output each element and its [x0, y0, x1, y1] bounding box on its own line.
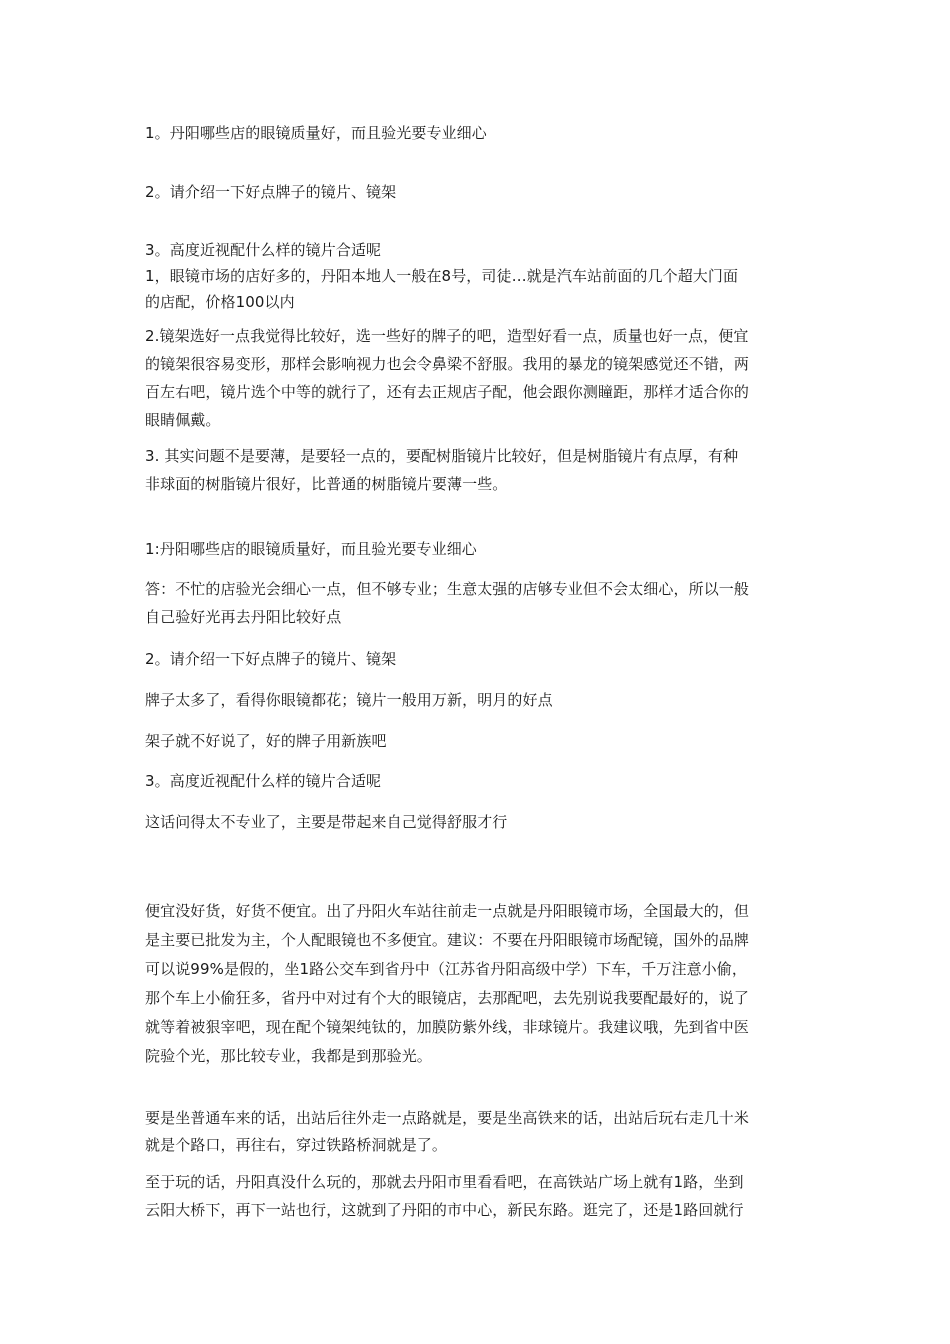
reply-question-3-line: 3。高度近视配什么样的镜片合适呢 [145, 772, 382, 790]
sightseeing-paragraph-line: 至于玩的话，丹阳真没什么玩的，那就去丹阳市里看看吧，在高铁站广场上就有1路，坐到 [145, 1173, 744, 1191]
sightseeing-paragraph-line: 云阳大桥下，再下一站也行，这就到了丹阳的市中心，新民东路。逛完了，还是1路回就行 [145, 1201, 744, 1219]
question-1-line: 1。丹阳哪些店的眼镜质量好，而且验光要专业细心 [145, 124, 487, 142]
answer-2-line: 2.镜架选好一点我觉得比较好，选一些好的牌子的吧，造型好看一点，质量也好一点，便宜 [145, 327, 749, 345]
reply-answer-1-line: 答：不忙的店验光会细心一点，但不够专业；生意太强的店够专业但不会太细心，所以一般 [145, 580, 750, 598]
answer-2-line: 的镜架很容易变形，那样会影响视力也会令鼻梁不舒服。我用的暴龙的镜架感觉还不错，两 [145, 355, 750, 373]
reply-answer-1-line: 自己验好光再去丹阳比较好点 [145, 608, 342, 626]
answer-1-line: 的店配，价格100以内 [145, 293, 295, 311]
advice-paragraph-line: 就等着被狠宰吧，现在配个镜架纯钛的，加膜防紫外线，非球镜片。我建议哦，先到省中医 [145, 1018, 750, 1036]
question-3-line: 3。高度近视配什么样的镜片合适呢 [145, 241, 382, 259]
answer-3-line: 3. 其实问题不是要薄，是要轻一点的，要配树脂镜片比较好，但是树脂镜片有点厚，有种 [145, 447, 739, 465]
reply-question-1-line: 1:丹阳哪些店的眼镜质量好，而且验光要专业细心 [145, 540, 477, 558]
advice-paragraph-line: 院验个光，那比较专业，我都是到那验光。 [145, 1047, 432, 1065]
advice-paragraph-line: 是主要已批发为主，个人配眼镜也不多便宜。建议：不要在丹阳眼镜市场配镜，国外的品牌 [145, 931, 750, 949]
reply-question-2-line: 2。请介绍一下好点牌子的镜片、镜架 [145, 650, 397, 668]
reply-answer-2-line: 架子就不好说了，好的牌子用新族吧 [145, 732, 387, 750]
directions-paragraph-line: 就是个路口，再往右，穿过铁路桥洞就是了。 [145, 1136, 448, 1154]
advice-paragraph-line: 可以说99%是假的，坐1路公交车到省丹中（江苏省丹阳高级中学）下车，千万注意小偷， [145, 960, 747, 978]
advice-paragraph-line: 便宜没好货，好货不便宜。出了丹阳火车站往前走一点就是丹阳眼镜市场，全国最大的，但 [145, 902, 750, 920]
answer-2-line: 眼睛佩戴。 [145, 411, 221, 429]
reply-answer-3-line: 这话问得太不专业了，主要是带起来自己觉得舒服才行 [145, 813, 508, 831]
reply-answer-2-line: 牌子太多了，看得你眼镜都花；镜片一般用万新，明月的好点 [145, 691, 553, 709]
answer-3-line: 非球面的树脂镜片很好，比普通的树脂镜片要薄一些。 [145, 475, 508, 493]
answer-1-line: 1，眼镜市场的店好多的，丹阳本地人一般在8号，司徒…就是汽车站前面的几个超大门面 [145, 267, 739, 285]
advice-paragraph-line: 那个车上小偷狂多，省丹中对过有个大的眼镜店，去那配吧，去先别说我要配最好的，说了 [145, 989, 750, 1007]
answer-2-line: 百左右吧，镜片选个中等的就行了，还有去正规店子配，他会跟你测瞳距，那样才适合你的 [145, 383, 750, 401]
question-2-line: 2。请介绍一下好点牌子的镜片、镜架 [145, 183, 397, 201]
directions-paragraph-line: 要是坐普通车来的话，出站后往外走一点路就是，要是坐高铁来的话，出站后玩右走几十米 [145, 1109, 750, 1127]
